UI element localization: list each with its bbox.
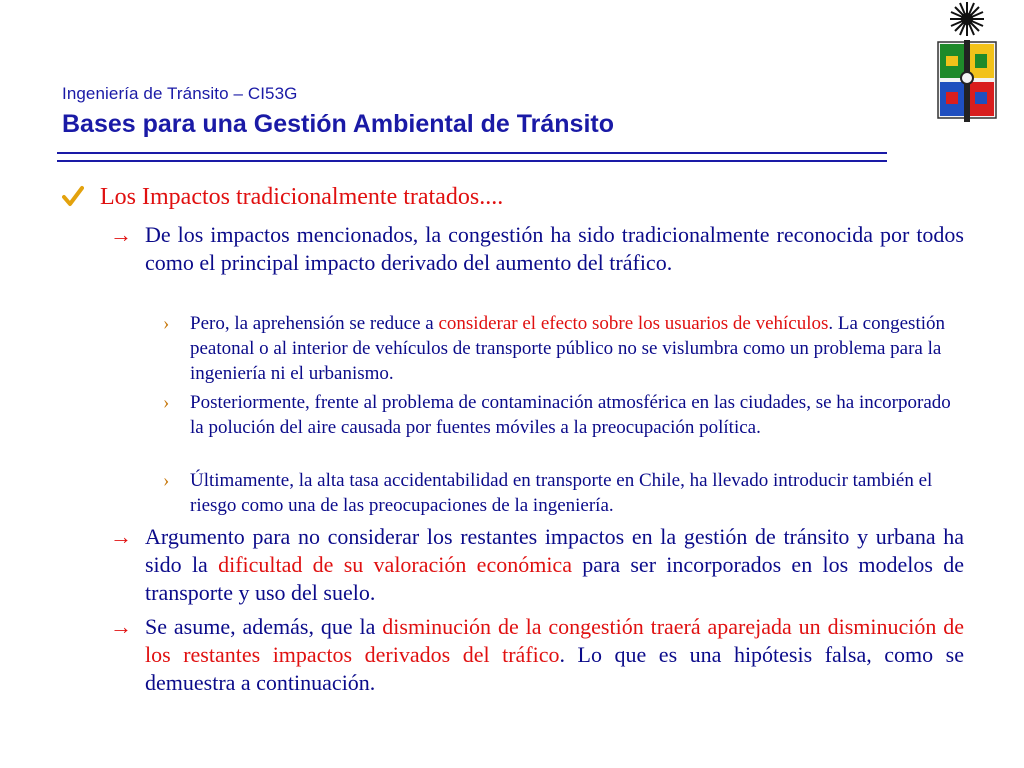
sub-point-risk-text: Últimamente, la alta tasa accidentabilidad en transporte en Chile, ha llevado introducir también el riesgo como una de las preocupaciones de la ingeniería. [190,470,933,516]
sub-bullet-marker: › [163,470,170,491]
sub-point-users-text: Pero, la aprehensión se reduce a considerar el efecto sobre los usuarios de vehículos. La congestión peatonal o al interior de vehículos de transporte público no se vislumbra como un problema para la ingeniería ni el urbanismo. [190,313,945,384]
right-arrow-icon: → [110,222,132,247]
main-bullet-text: Los Impactos tradicionalmente tratados.... [100,184,504,210]
sub-point-risk [163,468,963,518]
right-arrow-icon: → [110,524,132,549]
point-valuation-text: Argumento para no considerar los restantes impactos en la gestión de tránsito y urbana ha sido la dificultad de su valoración económica para ser incorporados en los modelos de transporte y uso del suelo. [145,524,964,605]
course-label: Ingeniería de Tránsito – CI53G [62,84,298,103]
sub-bullet-marker: › [163,313,170,334]
point-congestion [110,221,964,277]
right-arrow-icon: → [110,614,132,639]
sub-point-pollution-text: Posteriormente, frente al problema de contaminación atmosférica en las ciudades, se ha incorporado la polución del aire causada por fuentes móviles a la preocupación política. [190,392,951,438]
point-assumption [110,613,964,697]
highlight-valuation: dificultad de su valoración económica [218,552,572,577]
slide-title: Bases para una Gestión Ambiental de Tránsito [62,110,615,138]
sub-point-pollution [163,390,963,440]
point-assumption-text: Se asume, además, que la disminución de la congestión traerá aparejada un disminución de los restantes impactos derivados del tráfico. Lo que es una hipótesis falsa, como se demuestra a continuación. [145,614,965,695]
check-icon [62,185,84,207]
sub-bullet-marker: › [163,392,170,413]
point-valuation [110,523,964,607]
highlight-congestion: disminución de la congestión traerá aparejada un disminución de los restantes impactos derivados del tráfico [145,614,965,667]
highlight-users: considerar el efecto sobre los usuarios de vehículos [438,313,829,334]
point-congestion-text: De los impactos mencionados, la congestión ha sido tradicionalmente reconocida por todos como el principal impacto derivado del aumento del tráfico. [145,222,964,275]
sub-point-users [163,311,963,386]
